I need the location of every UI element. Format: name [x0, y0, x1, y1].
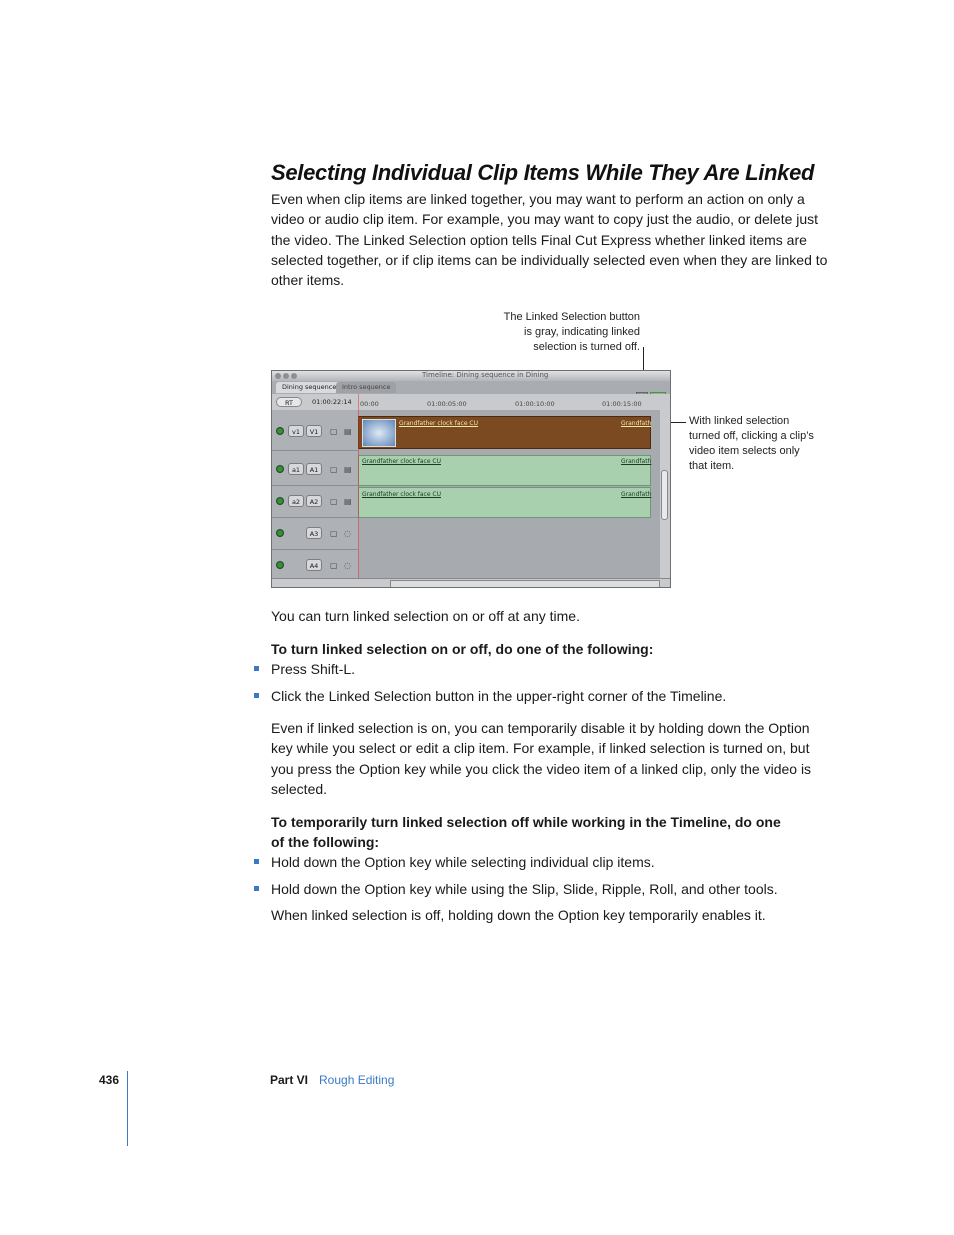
callout-line: turned off, clicking a clip’s [689, 430, 814, 442]
window-title: Timeline: Dining sequence in Dining [422, 371, 549, 379]
timeline-screenshot [271, 370, 671, 588]
destination-control[interactable]: A3 [306, 527, 322, 539]
minimize-window-icon[interactable] [283, 373, 289, 379]
callout-video-item [689, 414, 839, 474]
ruler-tick: 01:00:15:00 [602, 400, 642, 408]
source-control[interactable]: v1 [288, 425, 304, 437]
destination-control[interactable]: A1 [306, 463, 322, 475]
audio-clip-item-a2[interactable] [358, 487, 651, 518]
bullet-text: Hold down the Option key while selecting individual clip items. [271, 854, 655, 870]
window-titlebar [272, 371, 670, 381]
zoom-window-icon[interactable] [291, 373, 297, 379]
page-number: 436 [99, 1073, 120, 1087]
closing-paragraph: When linked selection is off, holding down the Option key temporarily enables it. [271, 907, 766, 923]
task-heading-1: To turn linked selection on or off, do one of the following: [271, 641, 654, 657]
track-header-a3 [272, 518, 358, 550]
track-audible-icon[interactable] [276, 561, 284, 569]
vertical-scrollbar[interactable] [660, 410, 670, 578]
destination-control[interactable]: A4 [306, 559, 322, 571]
intro-paragraph: Even when clip items are linked together, you may want to perform an action on only a video or audio clip item. For example, you may want to copy just the audio, or delete just the video. The Linked Selection option tells Final Cut Express whether linked items are selected together, or if clip items can be individually selected even when they are linked to other items. [271, 191, 828, 289]
playhead[interactable] [358, 394, 359, 578]
bullet-text: Hold down the Option key while using the Slip, Slide, Ripple, Roll, and other tools. [271, 881, 778, 897]
sequence-tabs [272, 381, 670, 394]
bullet-icon [254, 666, 259, 671]
part-label: Part VI [270, 1073, 309, 1087]
destination-control[interactable]: V1 [306, 425, 322, 437]
bullet-text: Click the Linked Selection button in the upper-right corner of the Timeline. [271, 688, 727, 704]
ruler-tick: 01:00:10:00 [515, 400, 555, 408]
callout-line: selection is turned off. [533, 341, 640, 353]
after-figure-text: You can turn linked selection on or off at any time. [271, 608, 580, 624]
timeline-bottom-bar [272, 578, 670, 588]
tab-intro-sequence[interactable]: Intro sequence [336, 382, 396, 393]
video-clip-item[interactable] [358, 416, 651, 449]
ruler-tick: 00:00 [360, 400, 379, 408]
auto-select-icon[interactable]: ▤ [344, 465, 352, 474]
auto-select-icon[interactable]: ◌ [344, 529, 351, 538]
auto-select-icon[interactable]: ▤ [344, 427, 352, 436]
section-heading: Selecting Individual Clip Items While They Are Linked [271, 160, 815, 185]
lock-icon[interactable]: ▢ [330, 529, 338, 538]
track-headers [272, 410, 358, 578]
callout-linked-selection [480, 310, 640, 355]
track-header-a1 [272, 454, 358, 486]
heading-line: To temporarily turn linked selection off while working in the Timeline, do one [271, 814, 781, 830]
track-visibility-icon[interactable] [276, 427, 284, 435]
track-header-v1 [272, 416, 358, 451]
heading-line: of the following: [271, 834, 380, 851]
lock-icon[interactable]: ▢ [330, 465, 338, 474]
paragraph-option-key: Even if linked selection is on, you can temporarily disable it by holding down the Option key while you select or edit a clip item. For example, if linked selection is turned on, but you press the Option key while you click the video item of a linked clip, only the video is selected. [271, 720, 812, 797]
track-audible-icon[interactable] [276, 529, 284, 537]
clip-name-end: Grandfath [621, 420, 652, 427]
clip-name: Grandfather clock face CU [399, 420, 478, 427]
timeline-ruler[interactable] [272, 394, 670, 410]
part-name: Rough Editing [319, 1073, 395, 1087]
ruler-tick: 01:00:05:00 [427, 400, 467, 408]
audio-clip-item-a1[interactable] [358, 455, 651, 486]
lock-icon[interactable]: ▢ [330, 427, 338, 436]
close-window-icon[interactable] [275, 373, 281, 379]
auto-select-icon[interactable]: ◌ [344, 561, 351, 570]
source-control[interactable]: a2 [288, 495, 304, 507]
clip-thumbnail [362, 419, 396, 447]
tab-dining-sequence[interactable]: Dining sequence [276, 382, 342, 393]
auto-select-icon[interactable]: ▤ [344, 497, 352, 506]
track-audible-icon[interactable] [276, 497, 284, 505]
bullet-icon [254, 693, 259, 698]
source-control[interactable]: a1 [288, 463, 304, 475]
task-heading-2 [271, 812, 831, 853]
current-timecode[interactable]: 01:00:22:14 [312, 398, 352, 406]
scroll-thumb[interactable] [661, 470, 668, 520]
lock-icon[interactable]: ▢ [330, 561, 338, 570]
clip-name: Grandfather clock face CU [362, 458, 441, 465]
rt-menu[interactable]: RT [276, 397, 302, 407]
clip-name-end: Grandfath [621, 458, 652, 465]
callout-line: that item. [689, 460, 735, 472]
callout-line: video item selects only [689, 445, 800, 457]
lock-icon[interactable]: ▢ [330, 497, 338, 506]
bullet-icon [254, 859, 259, 864]
callout-line: With linked selection [689, 415, 790, 427]
bullet-text: Press Shift-L. [271, 661, 356, 677]
callout-line: is gray, indicating linked [524, 326, 640, 338]
footer-divider [127, 1071, 128, 1146]
bullet-icon [254, 886, 259, 891]
clip-name-end: Grandfath [621, 491, 652, 498]
clip-name: Grandfather clock face CU [362, 491, 441, 498]
destination-control[interactable]: A2 [306, 495, 322, 507]
callout-line: The Linked Selection button [503, 311, 640, 323]
track-audible-icon[interactable] [276, 465, 284, 473]
horizontal-scrollbar[interactable] [390, 580, 660, 588]
track-header-a2 [272, 486, 358, 518]
